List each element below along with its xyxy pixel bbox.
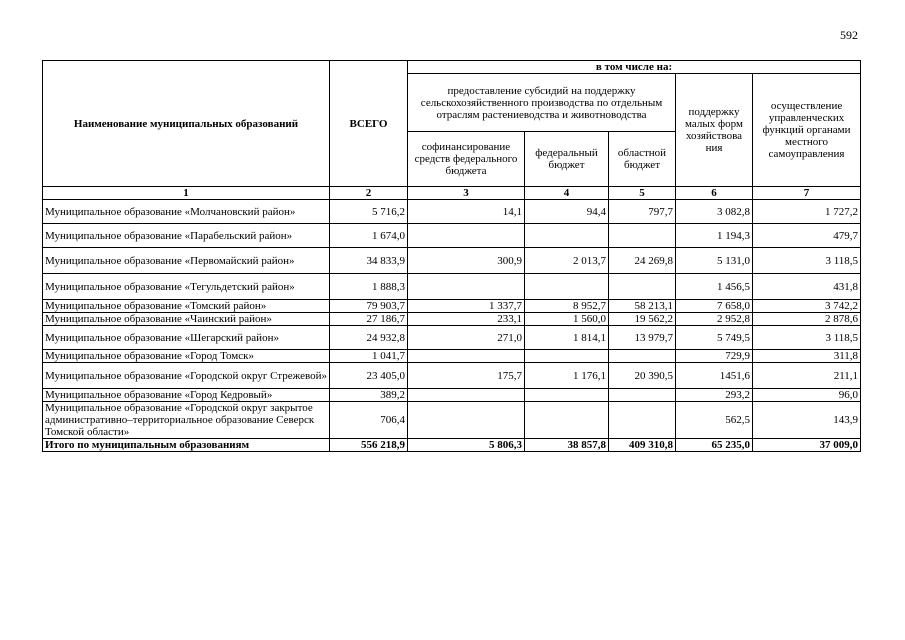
cell-management: 143,9	[753, 402, 861, 439]
column-number: 1	[43, 187, 330, 200]
cell-federal: 1 814,1	[525, 326, 609, 350]
cell-regional: 13 979,7	[609, 326, 676, 350]
cell-name: Муниципальное образование «Молчановский район»	[43, 200, 330, 224]
cell-cofinancing	[408, 389, 525, 402]
cell-name: Муниципальное образование «Шегарский район»	[43, 326, 330, 350]
table-row	[43, 200, 861, 224]
cell-management: 1 727,2	[753, 200, 861, 224]
cell-management: 96,0	[753, 389, 861, 402]
header-management: осуществление управленческих функций органами местного самоуправления	[753, 74, 861, 187]
cell-cofinancing	[408, 350, 525, 363]
cell-regional: 797,7	[609, 200, 676, 224]
cell-small-forms: 1451,6	[676, 363, 753, 389]
cell-regional: 20 390,5	[609, 363, 676, 389]
cell-name: Муниципальное образование «Томский район»	[43, 300, 330, 313]
cell-name: Муниципальное образование «Чаинский район»	[43, 313, 330, 326]
cell-total: 34 833,9	[330, 248, 408, 274]
subsidy-table	[42, 60, 861, 452]
cell-name: Муниципальное образование «Город Томск»	[43, 350, 330, 363]
cell-small-forms: 7 658,0	[676, 300, 753, 313]
cell-small-forms: 562,5	[676, 402, 753, 439]
cell-regional	[609, 350, 676, 363]
table-row	[43, 402, 861, 439]
cell-total: 389,2	[330, 389, 408, 402]
cell-cofinancing	[408, 224, 525, 248]
cell-regional	[609, 389, 676, 402]
cell-cofinancing	[408, 402, 525, 439]
table-row	[43, 363, 861, 389]
table-row	[43, 313, 861, 326]
cell-name: Муниципальное образование «Первомайский район»	[43, 248, 330, 274]
total-value: 556 218,9	[330, 439, 408, 452]
cell-small-forms: 293,2	[676, 389, 753, 402]
cell-total: 706,4	[330, 402, 408, 439]
cell-federal: 1 176,1	[525, 363, 609, 389]
cell-total: 1 888,3	[330, 274, 408, 300]
header-cofinancing: софинансирование средств федерального бюджета	[408, 132, 525, 187]
total-label: Итого по муниципальным образованиям	[43, 439, 330, 452]
total-row	[43, 439, 861, 452]
page-number: 592	[840, 28, 858, 42]
column-numbers-row	[43, 187, 861, 200]
cell-regional: 24 269,8	[609, 248, 676, 274]
cell-total: 24 932,8	[330, 326, 408, 350]
cell-cofinancing: 1 337,7	[408, 300, 525, 313]
cell-federal	[525, 389, 609, 402]
cell-regional	[609, 402, 676, 439]
cell-name: Муниципальное образование «Тегульдетский район»	[43, 274, 330, 300]
cell-name: Муниципальное образование «Городской округ Стрежевой»	[43, 363, 330, 389]
total-regional: 409 310,8	[609, 439, 676, 452]
cell-management: 431,8	[753, 274, 861, 300]
cell-small-forms: 3 082,8	[676, 200, 753, 224]
cell-cofinancing: 233,1	[408, 313, 525, 326]
table-row	[43, 224, 861, 248]
cell-total: 1 041,7	[330, 350, 408, 363]
cell-management: 479,7	[753, 224, 861, 248]
total-management: 37 009,0	[753, 439, 861, 452]
cell-federal	[525, 402, 609, 439]
cell-name: Муниципальное образование «Городской округ закрытое административно–территориальное образование Северск Томской области»	[43, 402, 330, 439]
cell-small-forms: 2 952,8	[676, 313, 753, 326]
column-number: 5	[609, 187, 676, 200]
cell-total: 5 716,2	[330, 200, 408, 224]
column-number: 6	[676, 187, 753, 200]
table-row	[43, 248, 861, 274]
header-subsidy-group: предоставление субсидий на поддержку сельскохозяйственного производства по отдельным отраслям растениеводства и животноводства	[408, 74, 676, 132]
cell-regional	[609, 224, 676, 248]
cell-cofinancing: 271,0	[408, 326, 525, 350]
cell-total: 79 903,7	[330, 300, 408, 313]
cell-small-forms: 5 749,5	[676, 326, 753, 350]
column-number: 4	[525, 187, 609, 200]
cell-regional: 19 562,2	[609, 313, 676, 326]
table-row	[43, 274, 861, 300]
header-group-label: в том числе на:	[408, 61, 861, 74]
header-federal: федеральный бюджет	[525, 132, 609, 187]
cell-total: 1 674,0	[330, 224, 408, 248]
header-total: ВСЕГО	[330, 61, 408, 187]
cell-cofinancing: 300,9	[408, 248, 525, 274]
cell-federal: 2 013,7	[525, 248, 609, 274]
cell-cofinancing	[408, 274, 525, 300]
header-regional: областной бюджет	[609, 132, 676, 187]
cell-federal: 8 952,7	[525, 300, 609, 313]
cell-cofinancing: 175,7	[408, 363, 525, 389]
cell-small-forms: 5 131,0	[676, 248, 753, 274]
total-small-forms: 65 235,0	[676, 439, 753, 452]
cell-federal: 1 560,0	[525, 313, 609, 326]
column-number: 7	[753, 187, 861, 200]
table-row	[43, 326, 861, 350]
cell-management: 2 878,6	[753, 313, 861, 326]
column-number: 2	[330, 187, 408, 200]
cell-regional: 58 213,1	[609, 300, 676, 313]
cell-name: Муниципальное образование «Город Кедровый»	[43, 389, 330, 402]
cell-management: 3 118,5	[753, 326, 861, 350]
cell-small-forms: 729,9	[676, 350, 753, 363]
column-number: 3	[408, 187, 525, 200]
cell-small-forms: 1 194,3	[676, 224, 753, 248]
cell-management: 211,1	[753, 363, 861, 389]
table-row	[43, 350, 861, 363]
cell-total: 27 186,7	[330, 313, 408, 326]
cell-small-forms: 1 456,5	[676, 274, 753, 300]
cell-federal	[525, 350, 609, 363]
cell-regional	[609, 274, 676, 300]
cell-federal	[525, 224, 609, 248]
cell-federal	[525, 274, 609, 300]
cell-management: 3 118,5	[753, 248, 861, 274]
total-cofinancing: 5 806,3	[408, 439, 525, 452]
cell-total: 23 405,0	[330, 363, 408, 389]
table-row	[43, 300, 861, 313]
cell-management: 311,8	[753, 350, 861, 363]
table-row	[43, 389, 861, 402]
header-name: Наименование муниципальных образований	[43, 61, 330, 187]
cell-management: 3 742,2	[753, 300, 861, 313]
total-federal: 38 857,8	[525, 439, 609, 452]
header-small-forms: поддержку малых форм хозяйствова ния	[676, 74, 753, 187]
table-body	[43, 200, 861, 439]
cell-name: Муниципальное образование «Парабельский район»	[43, 224, 330, 248]
cell-cofinancing: 14,1	[408, 200, 525, 224]
cell-federal: 94,4	[525, 200, 609, 224]
